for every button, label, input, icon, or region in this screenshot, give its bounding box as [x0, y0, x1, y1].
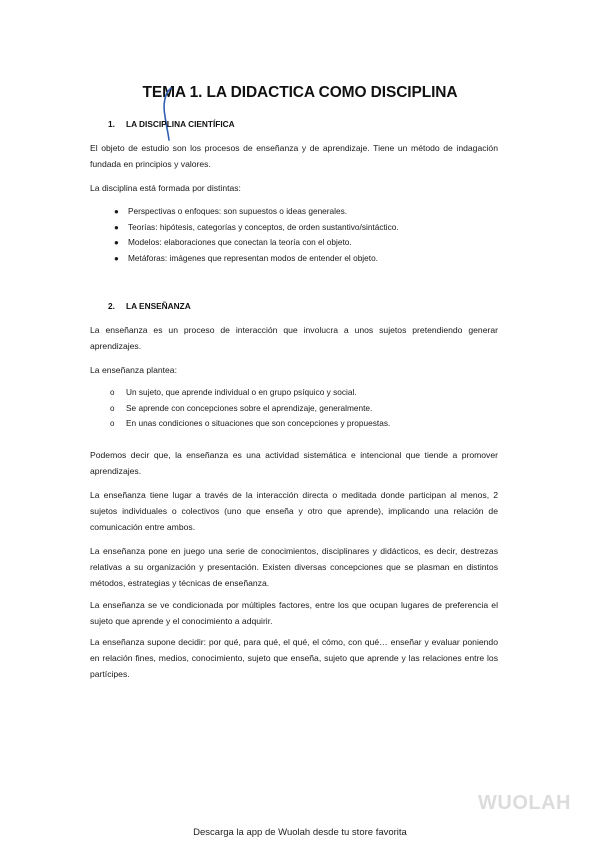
section-1-paragraph-1: El objeto de estudio son los procesos de enseñanza y de aprendizaje. Tiene un método de indagación fundada en principios y valores.	[90, 143, 498, 169]
list-item: o Un sujeto, que aprende individual o en grupo psíquico y social.	[110, 385, 390, 401]
bullet-icon: ●	[114, 207, 119, 216]
list-item: ● Metáforas: imágenes que representan modos de entender el objeto.	[112, 251, 399, 267]
bullet-icon: ●	[114, 253, 119, 263]
section-2-circle-list	[110, 385, 390, 432]
circle-bullet-icon: o	[110, 403, 115, 413]
section-1-paragraph-2: La disciplina está formada por distintas:	[90, 183, 241, 193]
section-2-paragraph-2: La enseñanza plantea:	[90, 365, 177, 375]
section-2-number: 2.	[108, 301, 115, 311]
section-2-title: LA ENSEÑANZA	[126, 301, 191, 311]
section-1-bullet-list	[112, 204, 399, 266]
bullet-icon: ●	[114, 238, 119, 247]
section-1-heading	[108, 119, 235, 129]
bullet-icon: ●	[114, 222, 119, 232]
list-item: ● Teorías: hipótesis, categorías y conceptos, de orden sustantivo/sintáctico.	[112, 220, 399, 236]
section-2-paragraph-4: La enseñanza tiene lugar a través de la interacción directa o meditada donde participan al menos, 2 sujetos individuales o colectivos (uno que enseña y otro que aprende), implicando una relación de comunicación entre ambos.	[90, 490, 498, 532]
section-2-paragraph-5: La enseñanza pone en juego una serie de conocimientos, disciplinares y didácticos, es decir, destrezas relativas a su organización y presentación. Existen diversas concepciones que se plasman en distintos métodos, estrategias y técnicas de enseñanza.	[90, 546, 498, 588]
list-item: ● Perspectivas o enfoques: son supuestos o ideas generales.	[112, 204, 399, 220]
section-1-number: 1.	[108, 119, 115, 129]
list-item: o En unas condiciones o situaciones que son concepciones y propuestas.	[110, 416, 390, 432]
section-2-paragraph-3: Podemos decir que, la enseñanza es una actividad sistemática e intencional que tiende a promover aprendizajes.	[90, 450, 498, 476]
section-2-paragraph-6: La enseñanza se ve condicionada por múltiples factores, entre los que ocupan lugares de preferencia el sujeto que aprende y el conocimiento a adquirir.	[90, 600, 498, 626]
list-item: ● Modelos: elaboraciones que conectan la teoría con el objeto.	[112, 235, 399, 251]
circle-bullet-icon: o	[110, 419, 115, 428]
list-item: o Se aprende con concepciones sobre el aprendizaje, generalmente.	[110, 401, 390, 417]
handwritten-annotation-mark	[160, 86, 174, 142]
footer-text: Descarga la app de Wuolah desde tu store favorita	[193, 827, 407, 838]
section-2-heading	[108, 301, 191, 311]
wuolah-watermark-logo: WUOLAH	[478, 792, 571, 814]
circle-bullet-icon: o	[110, 388, 115, 397]
page-title: TEMA 1. LA DIDACTICA COMO DISCIPLINA	[142, 84, 458, 101]
section-2-paragraph-7: La enseñanza supone decidir: por qué, para qué, el qué, el cómo, con qué… enseñar y evaluar poniendo en relación fines, medios, conocimiento, sujeto que enseña, sujeto que aprende y las relaciones entre los partícipes.	[90, 637, 498, 679]
section-2-paragraph-1: La enseñanza es un proceso de interacción que involucra a unos sujetos pretendiendo generar aprendizajes.	[90, 325, 498, 351]
section-1-title: LA DISCIPLINA CIENTÍFICA	[126, 119, 235, 129]
